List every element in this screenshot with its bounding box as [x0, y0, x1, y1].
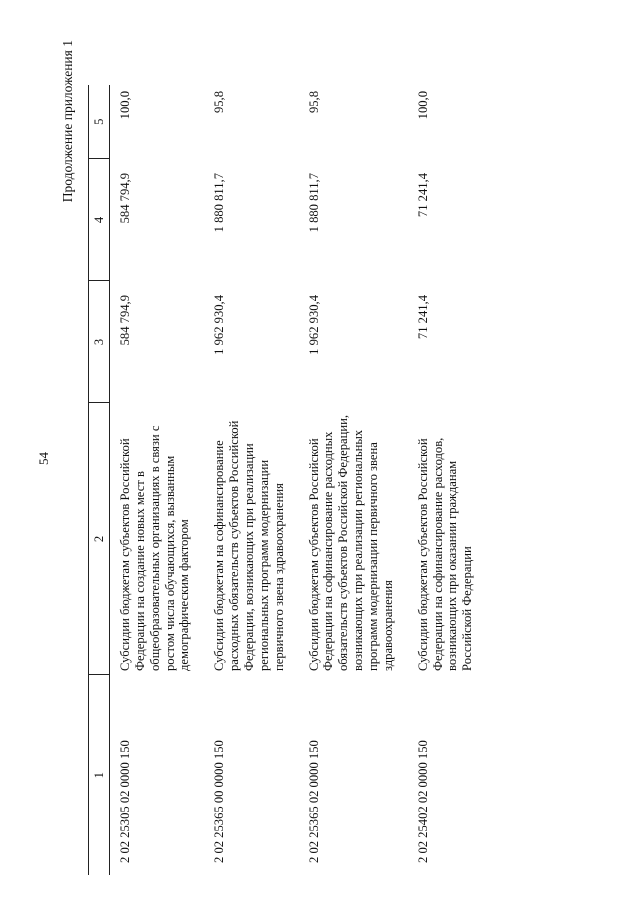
budget-code: 2 02 25402 02 0000 150 [415, 740, 430, 863]
header-row [89, 85, 110, 875]
revenue-name: Субсидии бюджетам субъектов Российской Федерации на софинансирование расходных обязательств субъектов Российской Федерации, возникающих при реализации региональных программ модернизации первичного звена здравоохранения [306, 415, 395, 671]
value-col5: 100,0 [415, 91, 430, 120]
value-col3: 1 962 930,4 [306, 295, 321, 355]
budget-code: 2 02 25305 02 0000 150 [118, 740, 132, 863]
column-header-3: 3 [89, 281, 110, 403]
value-col3: 1 962 930,4 [212, 295, 227, 355]
value-col5: 95,8 [306, 91, 321, 114]
budget-code: 2 02 25365 00 0000 150 [212, 740, 227, 863]
table-row [408, 85, 487, 875]
table-row [204, 85, 298, 875]
value-col4: 584 794,9 [118, 173, 132, 224]
value-col3: 584 794,9 [118, 295, 132, 346]
table-row [110, 85, 205, 875]
value-col4: 1 880 811,7 [306, 173, 321, 233]
value-col4: 1 880 811,7 [212, 173, 227, 233]
value-col5: 95,8 [212, 91, 227, 114]
table-row [299, 85, 408, 875]
revenue-name: Субсидии бюджетам на софинансирование расходных обязательств субъектов Российской Федерации, возникающих при реализации региональных программ модернизации первичного звена здравоохранения [212, 420, 286, 671]
budget-table [88, 85, 487, 875]
continuation-label: Продолжение приложения 1 [60, 40, 75, 203]
column-header-4: 4 [89, 159, 110, 281]
revenue-name: Субсидии бюджетам субъектов Российской Федерации на софинансирование расходов, возникающих при оказании гражданам Российской Федерации [415, 437, 475, 671]
value-col4: 71 241,4 [415, 173, 430, 218]
rotated-page-content [30, 30, 620, 875]
value-col5: 100,0 [118, 91, 132, 120]
value-col3: 71 241,4 [415, 295, 430, 340]
column-header-1: 1 [89, 675, 110, 875]
revenue-name: Субсидии бюджетам субъектов Российской Федерации на создание новых мест в общеобразовательных организациях в связи с ростом числа обучающихся, вызванным демографическим фактором [118, 425, 192, 671]
column-header-2: 2 [89, 403, 110, 675]
page-number: 54 [36, 452, 51, 465]
column-header-5: 5 [89, 85, 110, 159]
budget-code: 2 02 25365 02 0000 150 [306, 740, 321, 863]
